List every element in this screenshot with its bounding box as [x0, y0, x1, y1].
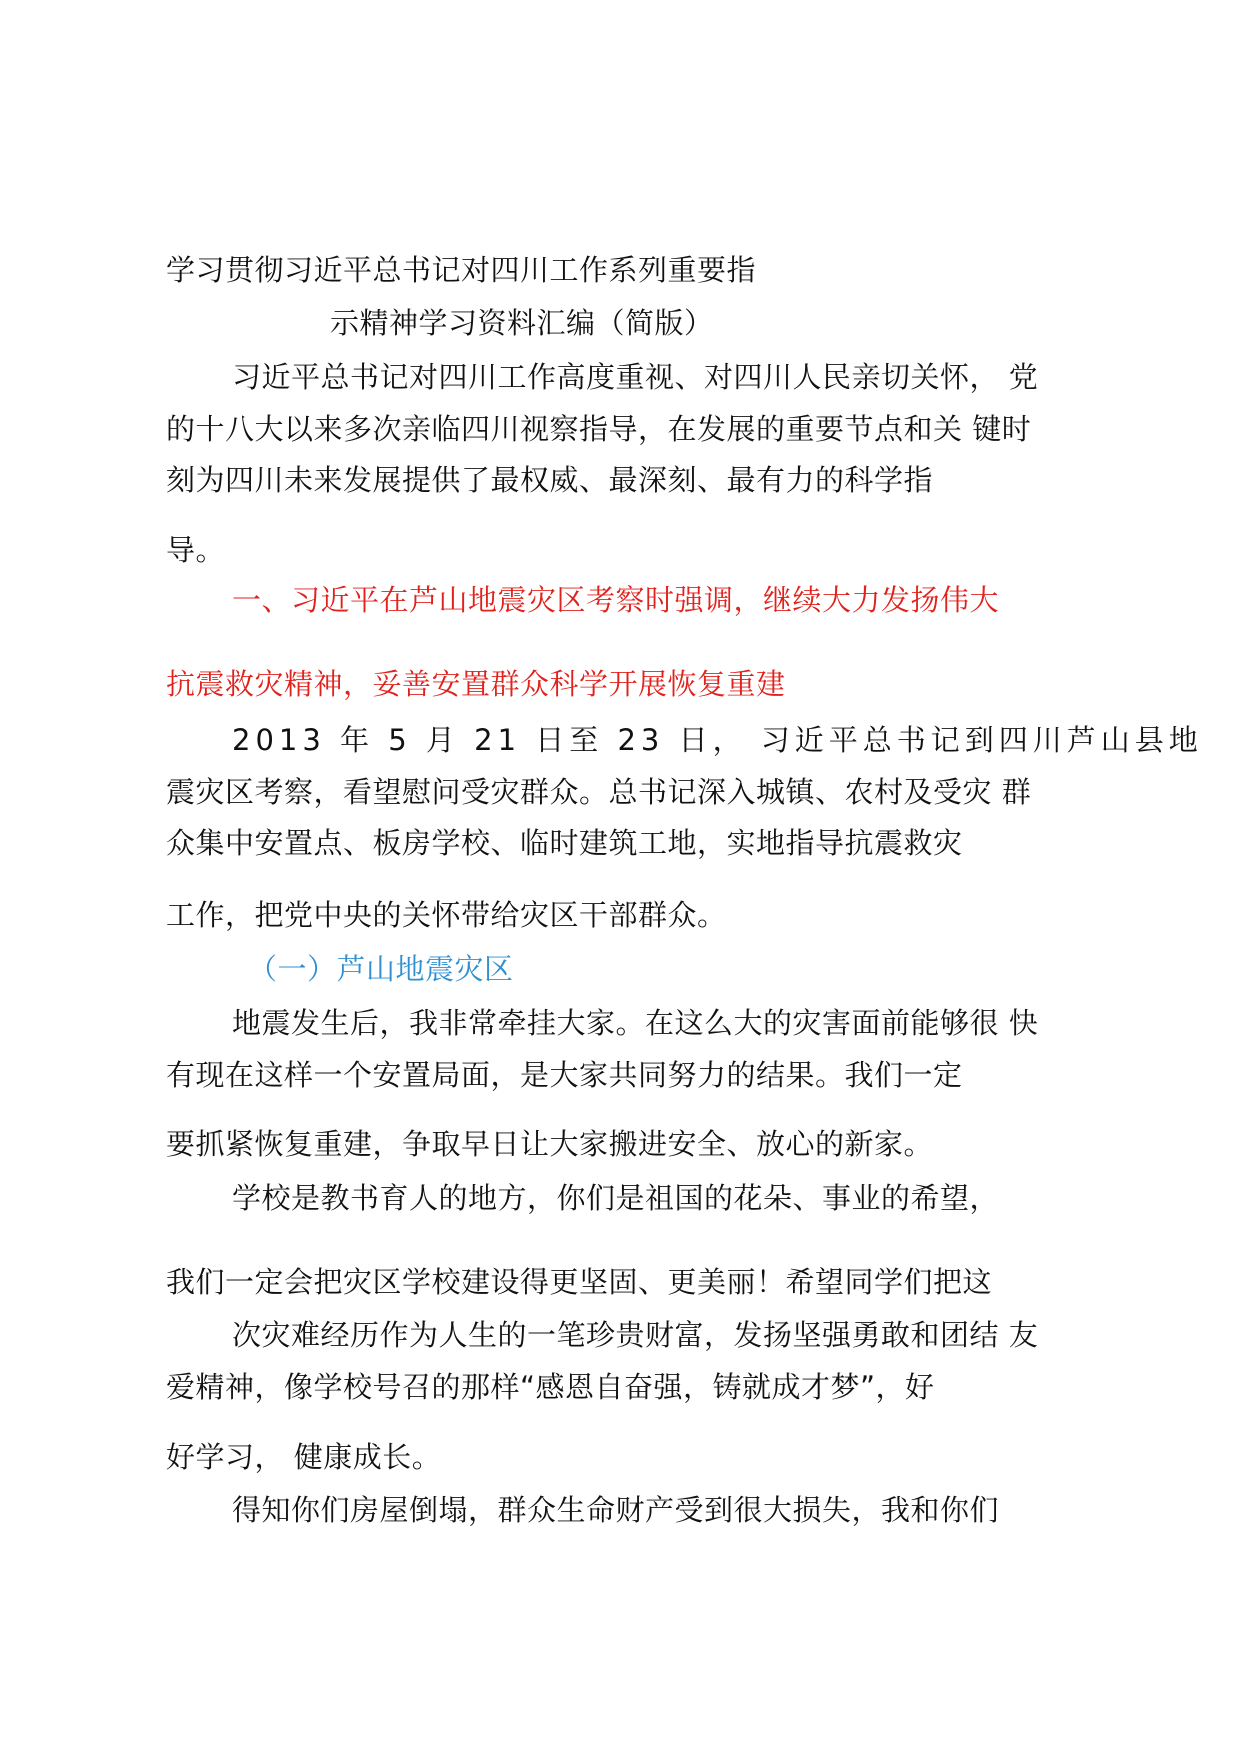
subsection-1-line-4: 学校是教书育人的地方，你们是祖国的花朵、事业的希望，	[232, 1181, 1000, 1215]
document-title-line-2: 示精神学习资料汇编（简版）	[330, 306, 714, 340]
section-1-body-line-1: 2013 年 5 月 21 日至 23 日， 习近平总书记到四川芦山县地	[232, 723, 1203, 757]
section-1-body-line-3: 众集中安置点、板房学校、临时建筑工地，实地指导抗震救灾	[166, 826, 963, 860]
subsection-1-line-2: 有现在这样一个安置局面，是大家共同努力的结果。我们一定	[166, 1058, 963, 1092]
subsection-1-line-5: 我们一定会把灾区学校建设得更坚固、更美丽！希望同学们把这	[166, 1265, 993, 1299]
intro-line-3: 刻为四川未来发展提供了最权威、最深刻、最有力的科学指	[166, 463, 934, 497]
subsection-1-heading: （一）芦山地震灾区	[248, 952, 514, 986]
section-1-heading-line-2: 抗震救灾精神，妥善安置群众科学开展恢复重建	[166, 667, 786, 701]
section-1-body-line-4: 工作，把党中央的关怀带给灾区干部群众。	[166, 898, 727, 932]
intro-line-2: 的十八大以来多次亲临四川视察指导，在发展的重要节点和关 键时	[166, 412, 1032, 446]
section-1-heading-line-1: 一、习近平在芦山地震灾区考察时强调，继续大力发扬伟大	[232, 583, 1000, 617]
intro-line-4: 导。	[166, 533, 226, 567]
intro-line-1: 习近平总书记对四川工作高度重视、对四川人民亲切关怀， 党	[232, 360, 1039, 394]
subsection-1-line-1: 地震发生后，我非常牵挂大家。在这么大的灾害面前能够很 快	[232, 1006, 1039, 1040]
document-title-line-1: 学习贯彻习近平总书记对四川工作系列重要指	[166, 253, 757, 287]
subsection-1-line-9: 得知你们房屋倒塌，群众生命财产受到很大损失，我和你们	[232, 1493, 1000, 1527]
subsection-1-line-3: 要抓紧恢复重建，争取早日让大家搬进安全、放心的新家。	[166, 1127, 934, 1161]
subsection-1-line-7: 爱精神，像学校号召的那样“感恩自奋强，铸就成才梦”，好	[166, 1370, 935, 1404]
section-1-body-line-2: 震灾区考察，看望慰问受灾群众。总书记深入城镇、农村及受灾 群	[166, 775, 1032, 809]
subsection-1-line-8: 好学习， 健康成长。	[166, 1440, 442, 1474]
subsection-1-line-6: 次灾难经历作为人生的一笔珍贵财富，发扬坚强勇敢和团结 友	[232, 1318, 1039, 1352]
